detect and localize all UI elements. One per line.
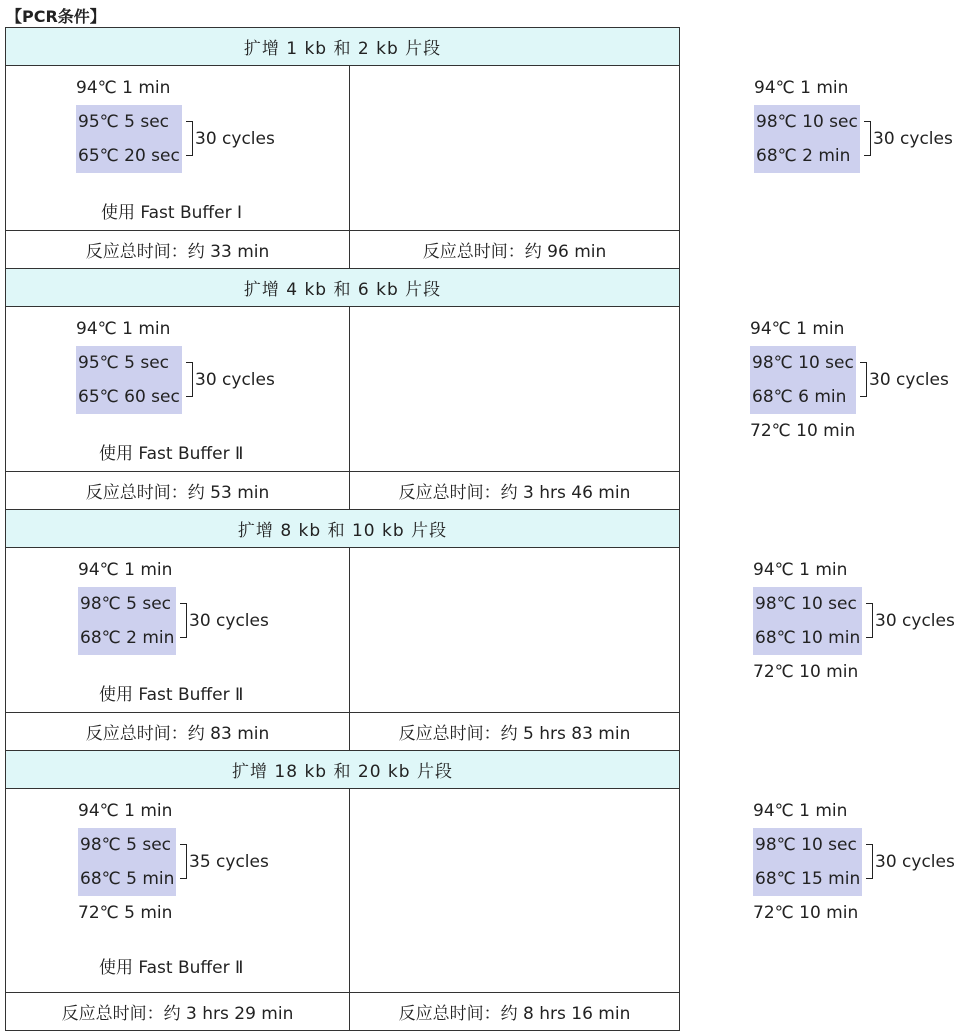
cycle-step: 68℃ 15 min bbox=[755, 869, 861, 889]
step-initial-denaturation: 94℃ 1 min bbox=[76, 319, 171, 339]
cycle-steps-highlight bbox=[76, 346, 182, 414]
section-header-row bbox=[6, 28, 680, 66]
section-title: 扩增 4 kb 和 6 kb 片段 bbox=[6, 269, 680, 307]
cycle-step: 98℃ 5 sec bbox=[80, 594, 172, 614]
section-title: 扩增 1 kb 和 2 kb 片段 bbox=[6, 28, 680, 66]
cycles-label: 30 cycles bbox=[875, 852, 955, 872]
cycle-steps-highlight bbox=[753, 587, 862, 655]
cycles-label: 30 cycles bbox=[195, 370, 275, 390]
step-initial-denaturation: 94℃ 1 min bbox=[78, 801, 173, 821]
pcr-program bbox=[753, 794, 955, 930]
cycle-step: 68℃ 2 min bbox=[756, 146, 851, 166]
step-initial-denaturation: 94℃ 1 min bbox=[76, 78, 171, 98]
cycle-steps-highlight bbox=[76, 105, 182, 173]
cycle-block bbox=[753, 828, 955, 896]
pcr-program bbox=[753, 553, 955, 689]
buffer-note: 使用 Fast Buffer Ⅱ bbox=[99, 685, 244, 705]
cycle-steps-highlight bbox=[754, 105, 860, 173]
cycle-bracket bbox=[180, 603, 187, 638]
cycle-bracket bbox=[180, 844, 187, 879]
pcr-program-right bbox=[350, 307, 949, 472]
cycle-block bbox=[750, 346, 949, 414]
step-initial-denaturation: 94℃ 1 min bbox=[754, 78, 849, 98]
step-initial-denaturation: 94℃ 1 min bbox=[753, 560, 848, 580]
cycle-bracket bbox=[866, 844, 873, 879]
pcr-program bbox=[78, 794, 269, 930]
cycle-steps-highlight bbox=[753, 828, 862, 896]
page-heading: 【PCR条件】 bbox=[6, 7, 106, 26]
pcr-program-left bbox=[6, 789, 350, 993]
cycle-step: 65℃ 60 sec bbox=[78, 387, 180, 407]
section-title: 扩增 18 kb 和 20 kb 片段 bbox=[6, 751, 680, 789]
cycles-label: 30 cycles bbox=[873, 129, 953, 149]
step-final-extension: 72℃ 5 min bbox=[78, 903, 173, 923]
buffer-note: 使用 Fast Buffer Ⅱ bbox=[99, 958, 244, 978]
cycles-label: 30 cycles bbox=[875, 611, 955, 631]
cycle-step: 68℃ 5 min bbox=[80, 869, 175, 889]
section-header-row bbox=[6, 269, 680, 307]
cycle-step: 68℃ 6 min bbox=[752, 387, 847, 407]
step-final-extension: 72℃ 10 min bbox=[753, 903, 859, 923]
total-time-right: 反应总时间：约 96 min bbox=[350, 231, 680, 269]
pcr-conditions-table bbox=[5, 27, 955, 1031]
pcr-program bbox=[754, 71, 953, 173]
cycle-step: 68℃ 10 min bbox=[755, 628, 861, 648]
cycle-step: 65℃ 20 sec bbox=[78, 146, 180, 166]
pcr-program-left bbox=[6, 307, 350, 472]
cycle-block bbox=[76, 105, 275, 173]
cycle-bracket bbox=[866, 603, 873, 638]
pcr-program-left bbox=[6, 548, 350, 713]
cycle-block bbox=[754, 105, 953, 173]
buffer-note: 使用 Fast Buffer Ⅱ bbox=[99, 444, 244, 464]
total-time-right: 反应总时间：约 8 hrs 16 min bbox=[350, 993, 680, 1031]
cycle-block bbox=[78, 828, 269, 896]
cycle-bracket bbox=[186, 362, 193, 397]
cycle-step: 95℃ 5 sec bbox=[78, 112, 170, 132]
cycle-block bbox=[753, 587, 955, 655]
program-row bbox=[6, 548, 680, 713]
pcr-program-left bbox=[6, 66, 350, 231]
section-header-row bbox=[6, 510, 680, 548]
cycle-step: 98℃ 10 sec bbox=[755, 594, 857, 614]
program-row bbox=[6, 789, 680, 993]
cycle-step: 98℃ 5 sec bbox=[80, 835, 172, 855]
cycle-step: 95℃ 5 sec bbox=[78, 353, 170, 373]
pcr-program bbox=[76, 71, 275, 173]
cycle-step: 98℃ 10 sec bbox=[752, 353, 854, 373]
total-time-left: 反应总时间：约 53 min bbox=[6, 472, 350, 510]
pcr-program-right bbox=[350, 548, 955, 713]
step-initial-denaturation: 94℃ 1 min bbox=[750, 319, 845, 339]
step-initial-denaturation: 94℃ 1 min bbox=[78, 560, 173, 580]
cycles-label: 35 cycles bbox=[189, 852, 269, 872]
step-initial-denaturation: 94℃ 1 min bbox=[753, 801, 848, 821]
cycles-label: 30 cycles bbox=[189, 611, 269, 631]
buffer-note: 使用 Fast Buffer Ⅰ bbox=[101, 203, 242, 223]
total-time-row bbox=[6, 713, 680, 751]
pcr-program bbox=[78, 553, 269, 655]
pcr-program bbox=[750, 312, 949, 448]
total-time-row bbox=[6, 472, 680, 510]
cycle-steps-highlight bbox=[78, 828, 176, 896]
cycle-steps-highlight bbox=[750, 346, 856, 414]
step-final-extension: 72℃ 10 min bbox=[750, 421, 856, 441]
table-body bbox=[6, 28, 955, 1031]
total-time-left: 反应总时间：约 83 min bbox=[6, 713, 350, 751]
program-row bbox=[6, 307, 680, 472]
pcr-program bbox=[76, 312, 275, 414]
pcr-program-right bbox=[350, 789, 955, 993]
total-time-right: 反应总时间：约 5 hrs 83 min bbox=[350, 713, 680, 751]
program-row bbox=[6, 66, 680, 231]
cycle-steps-highlight bbox=[78, 587, 176, 655]
cycles-label: 30 cycles bbox=[195, 129, 275, 149]
cycle-block bbox=[76, 346, 275, 414]
total-time-row bbox=[6, 993, 680, 1031]
total-time-left: 反应总时间：约 33 min bbox=[6, 231, 350, 269]
cycle-step: 98℃ 10 sec bbox=[755, 835, 857, 855]
cycle-step: 98℃ 10 sec bbox=[756, 112, 858, 132]
cycle-bracket bbox=[860, 362, 867, 397]
pcr-program-right bbox=[350, 66, 953, 231]
cycles-label: 30 cycles bbox=[869, 370, 949, 390]
total-time-right: 反应总时间：约 3 hrs 46 min bbox=[350, 472, 680, 510]
total-time-left: 反应总时间：约 3 hrs 29 min bbox=[6, 993, 350, 1031]
section-header-row bbox=[6, 751, 680, 789]
section-title: 扩增 8 kb 和 10 kb 片段 bbox=[6, 510, 680, 548]
cycle-step: 68℃ 2 min bbox=[80, 628, 175, 648]
cycle-block bbox=[78, 587, 269, 655]
cycle-bracket bbox=[186, 121, 193, 156]
step-final-extension: 72℃ 10 min bbox=[753, 662, 859, 682]
total-time-row bbox=[6, 231, 680, 269]
cycle-bracket bbox=[864, 121, 871, 156]
